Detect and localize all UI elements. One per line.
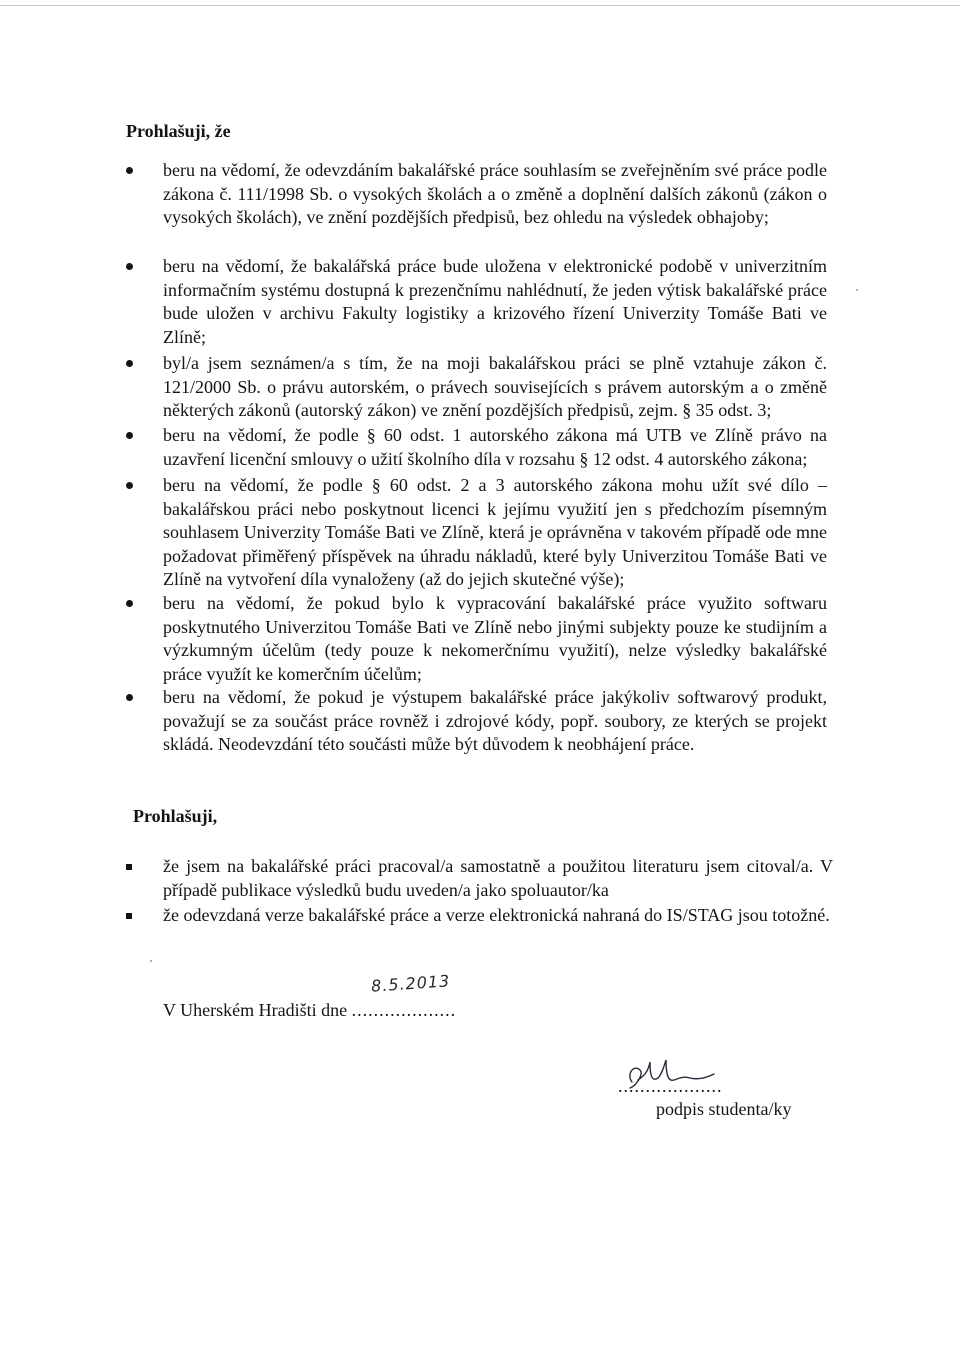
declaration-item xyxy=(163,159,827,230)
place-label: V Uherském Hradišti dne xyxy=(163,1000,348,1020)
declaration-item xyxy=(163,352,827,423)
square-bullet-icon xyxy=(126,864,132,870)
declaration-heading: Prohlašuji, že xyxy=(126,121,231,141)
bullet-icon xyxy=(126,167,133,174)
declaration-item-text: že odevzdaná verze bakalářské práce a verze elektronická nahraná do IS/STAG jsou totožné. xyxy=(163,905,830,925)
declaration-item-text: beru na vědomí, že podle § 60 odst. 2 a 3 autorského zákona mohu užít své dílo – bakalářskou práci nebo poskytnout licenci k jejímu využití jen s předchozím písemným souhlasem Univerzity Tomáše Bati ve Zlíně, která je oprávněna v takovém případě ode mne požadovat přiměřený příspěvek na úhradu nákladů, které byly Univerzitou Tomáše Bati ve Zlíně na vytvoření díla vynaloženy (až do jejich skutečné výše); xyxy=(163,475,827,589)
bullet-icon xyxy=(126,263,133,270)
declaration-item xyxy=(163,686,827,757)
bullet-icon xyxy=(126,694,133,701)
declaration-item xyxy=(163,255,827,349)
scan-speck xyxy=(856,289,858,291)
bullet-icon xyxy=(126,600,133,607)
declaration-item-text: beru na vědomí, že pokud je výstupem bakalářské práce jakýkoliv softwarový produkt, považují se za součást práce rovněž i zdrojové kódy, popř. soubory, ze kterých se projekt skládá. Neodevzdání této součásti může být důvodem k neobhájení práce. xyxy=(163,687,827,754)
signature-dots: ................... xyxy=(618,1076,723,1096)
bullet-icon xyxy=(126,432,133,439)
declaration-item xyxy=(163,855,833,902)
declaration-item-text: beru na vědomí, že odevzdáním bakalářské práce souhlasím se zveřejněním své práce podle zákona č. 111/1998 Sb. o vysokých školách a o změně a doplnění dalších zákonů (zákon o vysokých školách), ve znění pozdějších předpisů, bez ohledu na výsledek obhajoby; xyxy=(163,160,827,227)
declaration-heading-2: Prohlašuji, xyxy=(133,806,218,826)
declaration-item-text: že jsem na bakalářské práci pracoval/a samostatně a použitou literaturu jsem citoval/a. V případě publikace výsledků budu uveden/a jako spoluautor/ka xyxy=(163,856,833,900)
scan-speck xyxy=(150,960,152,962)
declaration-item xyxy=(163,592,827,686)
place-date-line xyxy=(163,1000,456,1021)
handwritten-date: 8.5.2013 xyxy=(370,971,451,996)
declaration-item xyxy=(163,424,827,471)
declaration-item-text: byl/a jsem seznámen/a s tím, že na moji bakalářskou práci se plně vztahuje zákon č. 121/2000 Sb. o právu autorském, o právech souvisejících s právem autorským a o změně některých zákonů (autorský zákon) ve znění pozdějších předpisů, zejm. § 35 odst. 3; xyxy=(163,353,827,420)
declaration-item-text: beru na vědomí, že podle § 60 odst. 1 autorského zákona má UTB ve Zlíně právo na uzavření licenční smlouvy o užití školního díla v rozsahu § 12 odst. 4 autorského zákona; xyxy=(163,425,827,469)
bullet-icon xyxy=(126,482,133,489)
declaration-item xyxy=(163,474,827,592)
declaration-item xyxy=(163,904,833,928)
bullet-icon xyxy=(126,360,133,367)
square-bullet-icon xyxy=(126,913,132,919)
signature-label: podpis studenta/ky xyxy=(656,1099,792,1119)
declaration-item-text: beru na vědomí, že bakalářská práce bude uložena v elektronické podobě v univerzitním informačním systému dostupná k prezenčnímu nahlédnutí, že jeden výtisk bakalářské práce bude uložen v archivu Fakulty logistiky a krizového řízení Univerzity Tomáše Bati ve Zlíně; xyxy=(163,256,827,347)
declaration-item-text: beru na vědomí, že pokud bylo k vypracování bakalářské práce využito softwaru poskytnutého Univerzitou Tomáše Bati ve Zlíně nebo jinými subjekty pouze ke studijním a výzkumným účelům (tedy pouze k nekomerčnímu využití), nelze výsledky bakalářské práce využít ke komerčním účelům; xyxy=(163,593,827,684)
date-dots: ................... xyxy=(351,1000,457,1020)
